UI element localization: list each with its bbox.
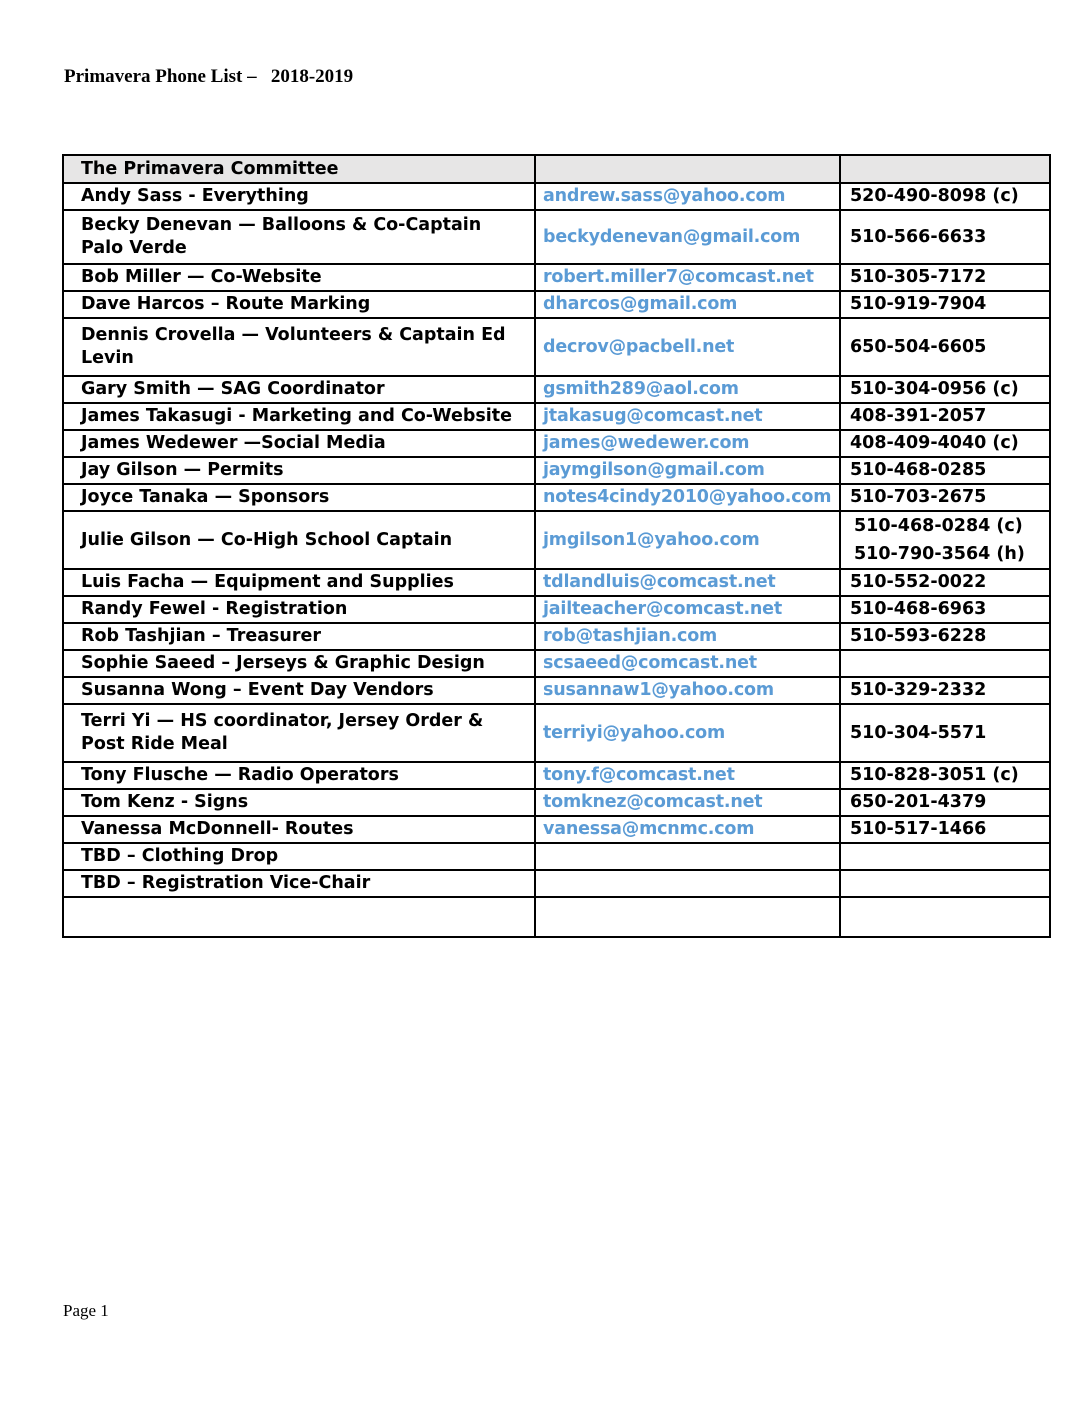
table-row [63,843,1050,870]
member-name-role: Tom Kenz - Signs [63,789,535,816]
member-name-role: Rob Tashjian – Treasurer [63,623,535,650]
table-row [63,569,1050,596]
member-name-role: Vanessa McDonnell- Routes [63,816,535,843]
member-name-role: Jay Gilson — Permits [63,457,535,484]
member-email-link[interactable]: notes4cindy2010@yahoo.com [535,484,840,511]
member-phone: 510-517-1466 [840,816,1050,843]
phone-list-table [62,154,1051,938]
member-email-link[interactable]: jmgilson1@yahoo.com [535,511,840,569]
table-row [63,318,1050,376]
member-name-role: Tony Flusche — Radio Operators [63,762,535,789]
member-phone [840,843,1050,870]
header-committee: The Primavera Committee [63,155,535,183]
member-phone: 510-593-6228 [840,623,1050,650]
member-email-link[interactable]: rob@tashjian.com [535,623,840,650]
member-email-link [535,897,840,937]
member-email-link[interactable]: terriyi@yahoo.com [535,704,840,762]
table-row [63,291,1050,318]
table-row [63,704,1050,762]
table-row [63,484,1050,511]
table-row [63,762,1050,789]
member-phone [840,897,1050,937]
member-phone: 510-468-0285 [840,457,1050,484]
member-email-link[interactable]: tony.f@comcast.net [535,762,840,789]
member-name-role: Dennis Crovella — Volunteers & Captain Ed Levin [63,318,535,376]
member-phone-cell [840,511,1050,569]
table-row [63,596,1050,623]
member-phone: 650-201-4379 [840,789,1050,816]
member-name-role: Terri Yi — HS coordinator, Jersey Order & Post Ride Meal [63,704,535,762]
table-row [63,457,1050,484]
member-name-role: Susanna Wong – Event Day Vendors [63,677,535,704]
member-phone: 510-566-6633 [840,210,1050,264]
member-email-link[interactable]: vanessa@mcnmc.com [535,816,840,843]
member-email-link[interactable]: jtakasug@comcast.net [535,403,840,430]
member-phone: 408-409-4040 (c) [840,430,1050,457]
member-name-role: Gary Smith — SAG Coordinator [63,376,535,403]
table-row [63,897,1050,937]
member-phone [840,650,1050,677]
member-email-link [535,870,840,897]
table-row [63,870,1050,897]
member-phone [840,870,1050,897]
member-phone: 510-304-0956 (c) [840,376,1050,403]
table-row [63,816,1050,843]
table-row [63,650,1050,677]
member-email-link[interactable]: dharcos@gmail.com [535,291,840,318]
member-email-link [535,843,840,870]
member-phone: 408-391-2057 [840,403,1050,430]
table-row [63,511,1050,569]
header-phone [840,155,1050,183]
member-name-role: Dave Harcos – Route Marking [63,291,535,318]
document-title: Primavera Phone List – 2018-2019 [64,66,354,87]
member-email-link[interactable]: gsmith289@aol.com [535,376,840,403]
member-phone: 510-703-2675 [840,484,1050,511]
member-name-role: James Takasugi - Marketing and Co-Website [63,403,535,430]
member-phone: 510-790-3564 (h) [854,544,1025,564]
member-name-role: James Wedewer —Social Media [63,430,535,457]
member-phone: 510-304-5571 [840,704,1050,762]
member-name-role: Bob Miller — Co-Website [63,264,535,291]
member-email-link[interactable]: james@wedewer.com [535,430,840,457]
table-row [63,789,1050,816]
member-name-role [63,897,535,937]
member-name-role: TBD – Registration Vice-Chair [63,870,535,897]
member-email-link[interactable]: tdlandluis@comcast.net [535,569,840,596]
member-email-link[interactable]: tomknez@comcast.net [535,789,840,816]
table-row [63,264,1050,291]
table-row [63,623,1050,650]
page-number: Page 1 [63,1301,109,1320]
member-name-role: Luis Facha — Equipment and Supplies [63,569,535,596]
table-row [63,403,1050,430]
member-phone: 520-490-8098 (c) [840,183,1050,210]
member-phone: 650-504-6605 [840,318,1050,376]
table-row [63,183,1050,210]
member-phone: 510-468-0284 (c) [854,516,1023,536]
member-phone: 510-552-0022 [840,569,1050,596]
member-email-link[interactable]: jailteacher@comcast.net [535,596,840,623]
member-name-role: Joyce Tanaka — Sponsors [63,484,535,511]
member-phone: 510-329-2332 [840,677,1050,704]
member-phone: 510-828-3051 (c) [840,762,1050,789]
member-email-link[interactable]: beckydenevan@gmail.com [535,210,840,264]
member-email-link[interactable]: susannaw1@yahoo.com [535,677,840,704]
member-name-role: Sophie Saeed – Jerseys & Graphic Design [63,650,535,677]
member-name-role: Andy Sass - Everything [63,183,535,210]
member-name-role: Becky Denevan — Balloons & Co-Captain Palo Verde [63,210,535,264]
table-row [63,430,1050,457]
member-email-link[interactable]: andrew.sass@yahoo.com [535,183,840,210]
member-name-role: Randy Fewel - Registration [63,596,535,623]
member-email-link[interactable]: robert.miller7@comcast.net [535,264,840,291]
member-phone: 510-468-6963 [840,596,1050,623]
table-row [63,677,1050,704]
member-phone: 510-305-7172 [840,264,1050,291]
table-row [63,210,1050,264]
table-header-row [63,155,1050,183]
member-email-link[interactable]: decrov@pacbell.net [535,318,840,376]
member-name-role: TBD – Clothing Drop [63,843,535,870]
table-row [63,376,1050,403]
member-phone: 510-919-7904 [840,291,1050,318]
header-email [535,155,840,183]
member-email-link[interactable]: scsaeed@comcast.net [535,650,840,677]
member-email-link[interactable]: jaymgilson@gmail.com [535,457,840,484]
member-name-role: Julie Gilson — Co-High School Captain [63,511,535,569]
